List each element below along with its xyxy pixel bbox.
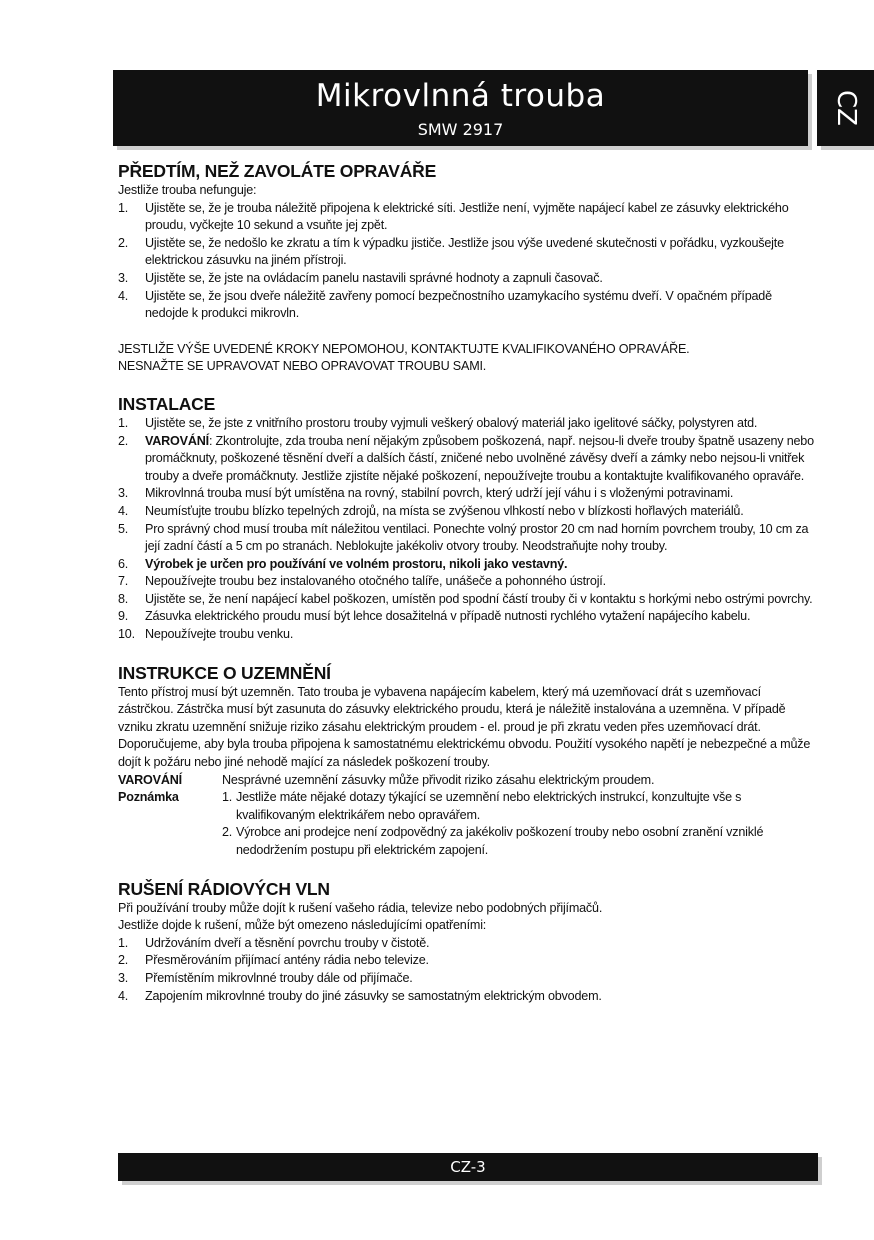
section-grounding bbox=[118, 662, 816, 860]
installation-list bbox=[118, 415, 816, 644]
list-item: 1. Ujistěte se, že jste z vnitřního prostoru trouby vyjmuli veškerý obalový materiál jako igelitové sáčky, polystyren atd. bbox=[118, 415, 758, 430]
section-heading: RUŠENÍ RÁDIOVÝCH VLN bbox=[118, 878, 330, 899]
list-item: 2. Přesměrováním přijímací antény rádia nebo televize. bbox=[118, 953, 429, 968]
section-heading: PŘEDTÍM, NEŽ ZAVOLÁTE OPRAVÁŘE bbox=[118, 161, 437, 181]
page-number-bar bbox=[118, 1153, 818, 1181]
header-banner bbox=[113, 70, 808, 146]
list-item: 10. Nepoužívejte troubu venku. bbox=[118, 627, 294, 642]
list-item: 9. Zásuvka elektrického proudu musí být lehce dosažitelná v případě nutnosti rychlého vytažení napájecího kabelu. bbox=[118, 609, 751, 624]
warning-text: Nesprávné uzemnění zásuvky může přivodit riziko zásahu elektrickým proudem. bbox=[222, 772, 655, 787]
document-title: Mikrovlnná trouba bbox=[315, 78, 606, 114]
list-item: 3. Mikrovlnná trouba musí být umístěna na rovný, stabilní povrch, který udrží její váhu i s vloženými potravinami. bbox=[118, 486, 734, 501]
warning-term: VAROVÁNÍ bbox=[118, 772, 182, 787]
list-item: 1. Ujistěte se, že je trouba náležitě připojena k elektrické síti. Jestliže není, vyjměte napájecí kabel ze zásuvky elektrického proudu, vyčkejte 10 sekund a vsuňte jej zpět. bbox=[118, 200, 789, 233]
list-item: 4. Neumísťujte troubu blízko tepelných zdrojů, na místa se zvýšenou vlhkostí nebo v blízkosti hořlavých materiálů. bbox=[118, 503, 744, 518]
list-item: 1. Udržováním dveří a těsnění povrchu trouby v čistotě. bbox=[118, 935, 430, 950]
interference-list bbox=[118, 935, 816, 1005]
warning-row bbox=[118, 772, 816, 790]
list-item: 4. Ujistěte se, že jsou dveře náležitě zavřeny pomocí bezpečnostního uzamykacího systému dveří. V opačném případě nedojde k produkci mikrovln. bbox=[118, 288, 772, 321]
list-item: 2. Výrobce ani prodejce není zodpovědný za jakékoliv poškození trouby nebo osobní zranění vzniklé nedodržením postupu při elektrickém zapojení. bbox=[222, 825, 764, 857]
section-heading: INSTALACE bbox=[118, 393, 216, 414]
list-item: 3. Ujistěte se, že jste na ovládacím panelu nastavili správné hodnoty a zapnuli časovač. bbox=[118, 270, 603, 285]
section-intro: Jestliže trouba nefunguje: bbox=[118, 183, 257, 197]
section-heading: INSTRUKCE O UZEMNĚNÍ bbox=[118, 662, 331, 683]
section-radio-interference bbox=[118, 878, 816, 1006]
page-number: CZ-3 bbox=[450, 1158, 486, 1176]
model-number: SMW 2917 bbox=[417, 120, 504, 139]
list-item: 3. Přemístěním mikrovlnné trouby dále od přijímače. bbox=[118, 970, 413, 985]
list-item: 7. Nepoužívejte troubu bez instalovaného otočného talíře, unášeče a pohonného ústrojí. bbox=[118, 574, 606, 589]
page-content bbox=[118, 160, 816, 1005]
list-item: 5. Pro správný chod musí trouba mít náležitou ventilaci. Ponechte volný prostor 20 cm nad horním povrchem trouby, 10 cm za její zadní částí a 5 cm po stranách. Neblokujte jakékoliv otvory trouby. Neodstraňujte nohy trouby. bbox=[118, 521, 809, 554]
list-item: 2. VAROVÁNÍ: Zkontrolujte, zda trouba není nějakým způsobem poškozená, např. nejsou-li dveře trouby špatně usazeny nebo promáčknuty, poškozené těsnění dveří a dalších částí, zničené nebo uvolněné závěsy dveří a zámky nebo nejsou-li vnitřek trouby a dveře promáčknuty. Jestliže zjistíte nějaké poškození, nepoužívejte troubu a kontaktujte kvalifikovaného opraváře. bbox=[118, 433, 814, 483]
language-tab bbox=[817, 70, 874, 146]
language-code: CZ bbox=[830, 90, 861, 126]
repair-warning: JESTLIŽE VÝŠE UVEDENÉ KROKY NEPOMOHOU, KONTAKTUJTE KVALIFIKOVANÉHO OPRAVÁŘE. NESNAŽTE SE UPRAVOVAT NEBO OPRAVOVAT TROUBU SAMI. bbox=[118, 341, 690, 374]
list-item: 1. Jestliže máte nějaké dotazy týkající se uzemnění nebo elektrických instrukcí, konzultujte vše s kvalifikovaným elektrikářem nebo opravářem. bbox=[222, 790, 742, 822]
section-before-repair bbox=[118, 160, 816, 376]
note-row bbox=[118, 789, 816, 859]
section-intro: Při používání trouby může dojít k rušení vašeho rádia, televize nebo podobných přijímačů. bbox=[118, 900, 603, 915]
list-item: 4. Zapojením mikrovlnné trouby do jiné zásuvky se samostatným elektrickým obvodem. bbox=[118, 988, 602, 1003]
list-item: 8. Ujistěte se, že není napájecí kabel poškozen, umístěn pod spodní částí trouby či v kontaktu s horkými nebo ostrými povrchy. bbox=[118, 591, 813, 606]
section-installation bbox=[118, 393, 816, 644]
check-list bbox=[118, 200, 816, 323]
note-term: Poznámka bbox=[118, 790, 179, 805]
section-intro: Jestliže dojde k rušení, může být omezeno následujícími opatřeními: bbox=[118, 918, 487, 933]
grounding-text: Tento přístroj musí být uzemněn. Tato trouba je vybavena napájecím kabelem, který má uzemňovací drát s uzemňovací zástrčkou. Zástrčka musí být zasunuta do zásuvky elektrického proudu, která je náležitě instalována a uzemněna. V případě vzniku zkratu uzemnění snižuje riziko zásahu elektrickým proudem - el. proud je při zkratu veden přes uzemňovací drát. Doporučujeme, aby byla trouba připojena k samostatnému elektrickému obvodu. Použití vysokého napětí je nebezpečné a může dojít k požáru nebo jiné nehodě mající za následek poškození trouby. bbox=[118, 684, 811, 770]
note-list bbox=[222, 789, 816, 859]
list-item: 6. Výrobek je určen pro používání ve volném prostoru, nikoli jako vestavný. bbox=[118, 556, 568, 571]
list-item: 2. Ujistěte se, že nedošlo ke zkratu a tím k výpadku jističe. Jestliže jsou výše uvedené skutečnosti v pořádku, vyzkoušejte elektrickou zásuvku na jiném přístroji. bbox=[118, 235, 784, 268]
